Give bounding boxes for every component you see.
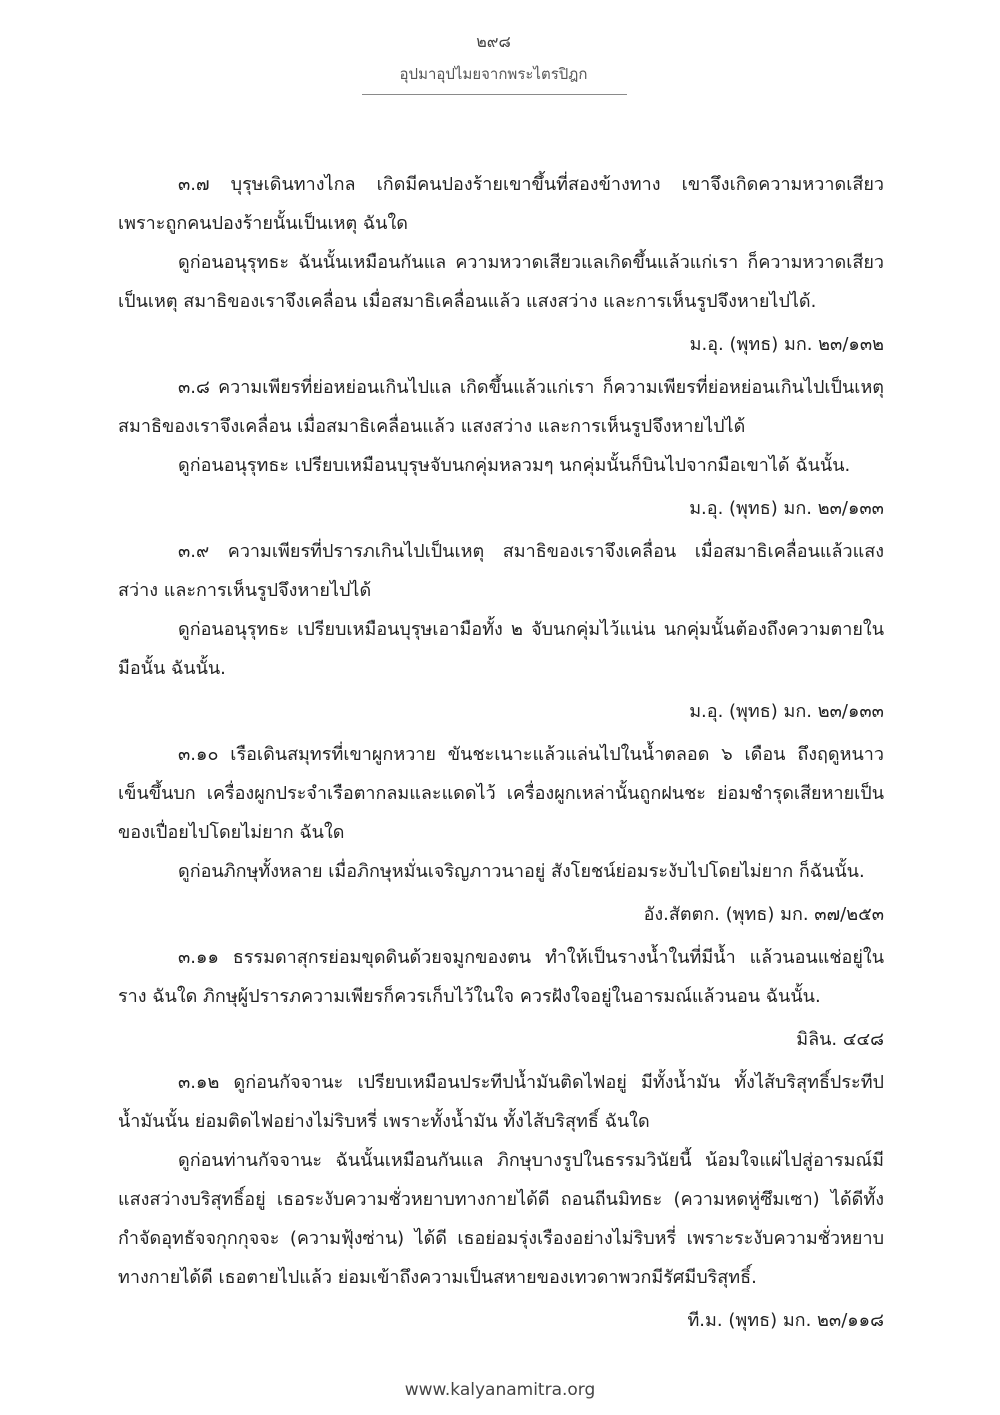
paragraph: ดูก่อนอนุรุทธะ ฉันนั้นเหมือนกันแล ความหวาดเสียวแลเกิดขึ้นแล้วแก่เรา ก็ความหวาดเสียวเป็นเหตุ สมาธิของเราจึงเคลื่อน เมื่อสมาธิเคลื่อนแล้ว แสงสว่าง และการเห็นรูปจึงหายไปได้. xyxy=(118,252,884,312)
citation-reference: ม.อุ. (พุทธ) มก. ๒๓/๑๓๒ xyxy=(689,334,884,355)
paragraph: ๓.๑๒ ดูก่อนกัจจานะ เปรียบเหมือนประทีปน้ำมันติดไฟอยู่ มีทั้งน้ำมัน ทั้งไส้บริสุทธิ์ประทีปน้ำมันนั้น ย่อมติดไฟอย่างไม่ริบหรี่ เพราะทั้งน้ำมัน ทั้งไส้บริสุทธิ์ ฉันใด xyxy=(118,1072,884,1132)
section-3-7 xyxy=(118,165,884,368)
paragraph: ดูก่อนท่านกัจจานะ ฉันนั้นเหมือนกันแล ภิกษุบางรูปในธรรมวินัยนี้ น้อมใจแผ่ไปสู่อารมณ์มีแสงสว่างบริสุทธิ์อยู่ เธอระงับความชั่วหยาบทางกายได้ดี ถอนถีนมิทธะ (ความหดหู่ซึมเซา) ได้ดีทั้งกำจัดอุทธัจจกุกกุจจะ (ความฟุ้งซ่าน) ได้ดี เธอย่อมรุ่งเรืองอย่างไม่ริบหรี่ เพราะระงับความชั่วหยาบทางกายได้ดี เธอตายไปแล้ว ย่อมเข้าถึงความเป็นสหายของเทวดาพวกมีรัศมีบริสุทธิ์. xyxy=(118,1150,884,1288)
page-number: ๒๙๘ xyxy=(476,32,511,51)
paragraph: ดูก่อนอนุรุทธะ เปรียบเหมือนบุรุษเอามือทั้ง ๒ จับนกคุ่มไว้แน่น นกคุ่มนั้นต้องถึงความตายในมือนั้น ฉันนั้น. xyxy=(118,619,884,679)
document-body xyxy=(118,165,884,1344)
section-3-8 xyxy=(118,368,884,532)
paragraph: ๓.๗ บุรุษเดินทางไกล เกิดมีคนปองร้ายเขาขึ้นที่สองข้างทาง เขาจึงเกิดความหวาดเสียวเพราะถูกคนปองร้ายนั้นเป็นเหตุ ฉันใด xyxy=(118,174,884,234)
paragraph: ดูก่อนภิกษุทั้งหลาย เมื่อภิกษุหมั่นเจริญภาวนาอยู่ สังโยชน์ย่อมระงับไปโดยไม่ยาก ก็ฉันนั้น. xyxy=(178,861,865,882)
citation-reference: ม.อุ. (พุทธ) มก. ๒๓/๑๓๓ xyxy=(689,701,884,722)
paragraph: ๓.๑๐ เรือเดินสมุทรที่เขาผูกหวาย ขันชะเนาะแล้วแล่นไปในน้ำตลอด ๖ เดือน ถึงฤดูหนาวเข็นขึ้นบก เครื่องผูกประจำเรือตากลมและแดดไว้ เครื่องผูกเหล่านั้นถูกฝนชะ ย่อมชำรุดเสียหายเป็นของเปื่อยไปโดยไม่ยาก ฉันใด xyxy=(118,744,884,843)
citation-reference: อัง.สัตตก. (พุทธ) มก. ๓๗/๒๕๓ xyxy=(643,904,884,925)
paragraph: ๓.๑๑ ธรรมดาสุกรย่อมขุดดินด้วยจมูกของตน ทำให้เป็นรางน้ำในที่มีน้ำ แล้วนอนแช่อยู่ในราง ฉันใด ภิกษุผู้ปรารภความเพียรก็ควรเก็บไว้ในใจ ควรฝังใจอยู่ในอารมณ์แล้วนอน ฉันนั้น. xyxy=(118,947,884,1007)
paragraph: ๓.๘ ความเพียรที่ย่อหย่อนเกินไปแล เกิดขึ้นแล้วแก่เรา ก็ความเพียรที่ย่อหย่อนเกินไปเป็นเหตุ สมาธิของเราจึงเคลื่อน เมื่อสมาธิเคลื่อนแล้ว แสงสว่าง และการเห็นรูปจึงหายไปได้ xyxy=(118,377,884,437)
section-3-12 xyxy=(118,1063,884,1344)
citation-reference: ที.ม. (พุทธ) มก. ๒๓/๑๑๘ xyxy=(687,1310,884,1331)
citation-reference: ม.อุ. (พุทธ) มก. ๒๓/๑๓๓ xyxy=(689,498,884,519)
header-divider xyxy=(362,94,627,95)
paragraph: ดูก่อนอนุรุทธะ เปรียบเหมือนบุรุษจับนกคุ่มหลวมๆ นกคุ่มนั้นก็บินไปจากมือเขาได้ ฉันนั้น. xyxy=(178,455,851,476)
section-3-10 xyxy=(118,735,884,938)
book-title: อุปมาอุปไมยจากพระไตรปิฎก xyxy=(399,65,588,83)
footer-website-link[interactable]: www.kalyanamitra.org xyxy=(404,1380,596,1400)
paragraph: ๓.๙ ความเพียรที่ปรารภเกินไปเป็นเหตุ สมาธิของเราจึงเคลื่อน เมื่อสมาธิเคลื่อนแล้วแสงสว่าง และการเห็นรูปจึงหายไปได้ xyxy=(118,541,884,601)
section-3-9 xyxy=(118,532,884,735)
citation-reference: มิลิน. ๔๔๘ xyxy=(796,1029,884,1050)
section-3-11 xyxy=(118,938,884,1063)
